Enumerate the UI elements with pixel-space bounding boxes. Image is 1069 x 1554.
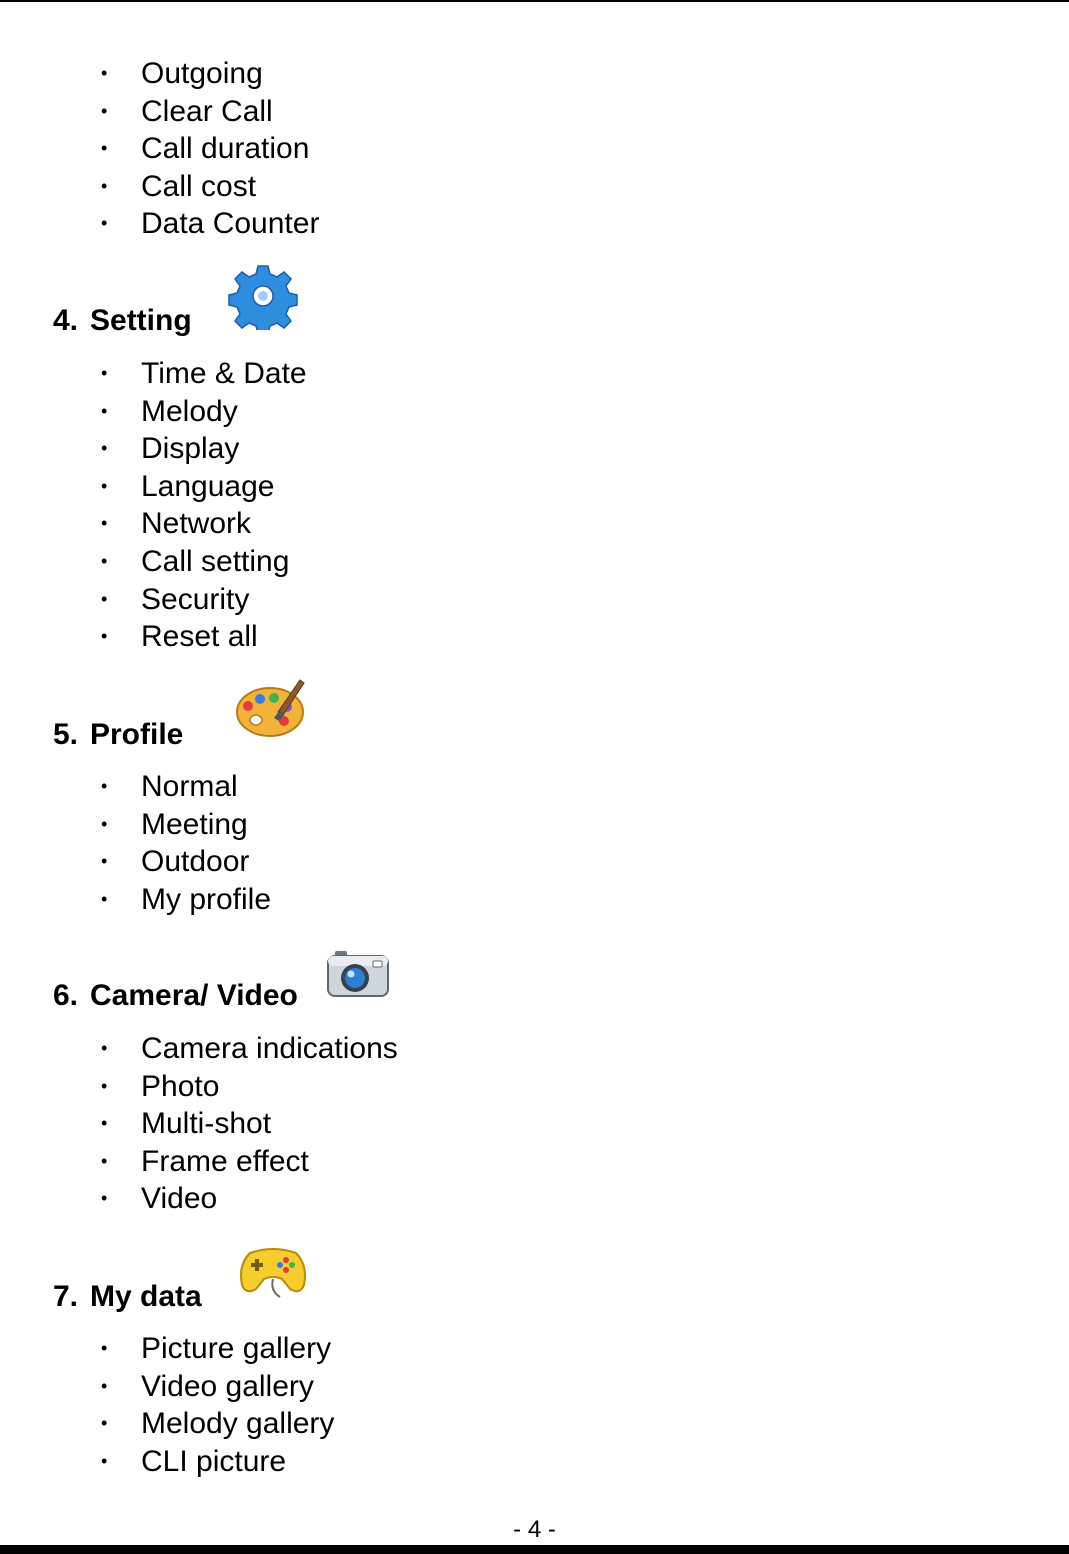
- gamepad-icon: [236, 1243, 310, 1301]
- list-item: • CLI picture: [0, 1443, 334, 1481]
- list-item: • Reset all: [0, 618, 307, 656]
- section-heading-camera: [53, 978, 298, 1014]
- section-title: My data: [90, 1280, 202, 1313]
- section-number: 7.: [53, 1280, 79, 1313]
- section-number: 5.: [53, 718, 79, 751]
- list-item: • Camera indications: [0, 1030, 398, 1068]
- section-title: Profile: [90, 718, 184, 751]
- profile-list: [0, 768, 271, 918]
- section-number: 4.: [53, 304, 79, 337]
- list-item: • Display: [0, 430, 307, 468]
- list-item: • Frame effect: [0, 1143, 398, 1181]
- list-item: • Outdoor: [0, 843, 271, 881]
- list-item: • My profile: [0, 881, 271, 919]
- camera-icon: [325, 945, 391, 1003]
- list-item: • Call duration: [0, 130, 319, 168]
- section-number: 6.: [53, 979, 79, 1012]
- list-item: • Clear Call: [0, 93, 319, 131]
- list-item: • Video gallery: [0, 1368, 334, 1406]
- list-item: • Normal: [0, 768, 271, 806]
- list-item: • Time & Date: [0, 355, 307, 393]
- section-heading-my-data: [53, 1279, 202, 1315]
- setting-list: [0, 355, 307, 656]
- call-log-list: [0, 55, 319, 243]
- section-title: Camera/ Video: [90, 979, 298, 1012]
- list-item: • Data Counter: [0, 205, 319, 243]
- my-data-list: [0, 1330, 334, 1480]
- list-item: • Melody: [0, 393, 307, 431]
- section-heading-setting: [53, 303, 192, 339]
- list-item: • Language: [0, 468, 307, 506]
- gear-icon: [228, 262, 298, 330]
- list-item: • Security: [0, 581, 307, 619]
- top-rule: [0, 0, 1069, 2]
- list-item: • Photo: [0, 1068, 398, 1106]
- camera-list: [0, 1030, 398, 1218]
- bottom-rule: [0, 1545, 1069, 1554]
- list-item: • Melody gallery: [0, 1405, 334, 1443]
- page-number: - 4 -: [513, 1516, 556, 1543]
- list-item: • Outgoing: [0, 55, 319, 93]
- list-item: • Meeting: [0, 806, 271, 844]
- list-item: • Picture gallery: [0, 1330, 334, 1368]
- list-item: • Call setting: [0, 543, 307, 581]
- list-item: • Network: [0, 505, 307, 543]
- list-item: • Call cost: [0, 168, 319, 206]
- palette-icon: [234, 674, 308, 740]
- section-heading-profile: [53, 717, 183, 753]
- section-title: Setting: [90, 304, 192, 337]
- list-item: • Video: [0, 1180, 398, 1218]
- list-item: • Multi-shot: [0, 1105, 398, 1143]
